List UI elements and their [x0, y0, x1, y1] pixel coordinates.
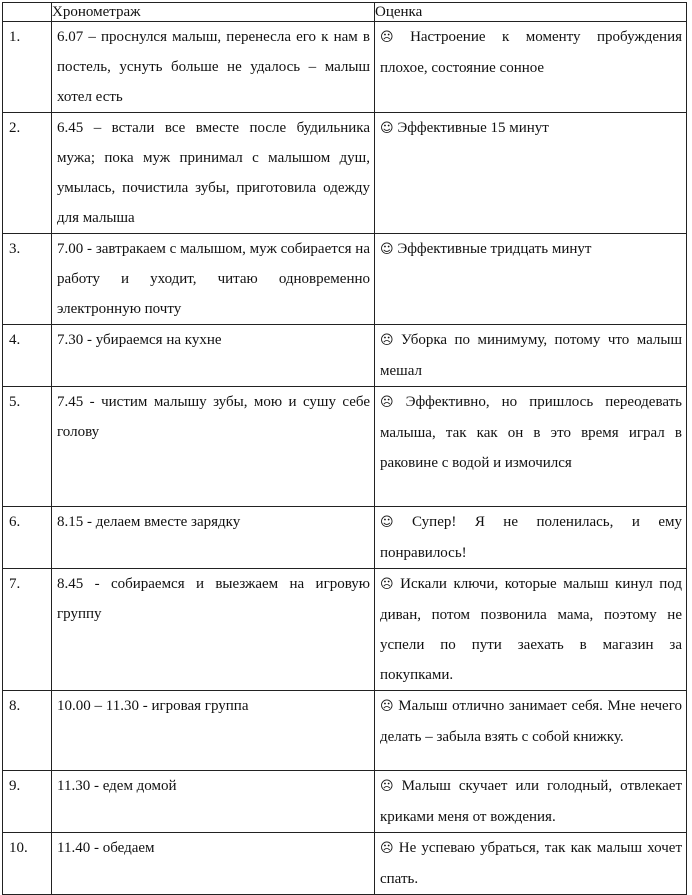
- row-number: 4.: [3, 325, 52, 387]
- row-timing: 7.45 - чистим малышу зубы, мою и сушу себе голову: [52, 387, 375, 507]
- row-rating-text: Малыш скучает или голодный, отвлекает криками меня от вождения.: [380, 778, 682, 825]
- row-timing: 11.40 - обедаем: [52, 833, 375, 895]
- row-timing: 6.45 – встали все вместе после будильника мужа; пока муж принимал с малышом душ, умылась, почистила зубы, приготовила одежду для малыша: [52, 113, 375, 234]
- frown-icon: ☹: [380, 30, 394, 45]
- header-number: [3, 3, 52, 22]
- row-rating-text: Настроение к моменту пробуждения плохое, состояние сонное: [380, 29, 683, 76]
- row-rating-text: Эффективно, но пришлось переодевать малыша, так как он в это время играл в раковине с водой и измочился: [380, 394, 682, 471]
- row-rating-text: Искали ключи, которые малыш кинул под диван, потом позвонила мама, поэтому не успели по пути заехать в магазин за покупками.: [380, 576, 682, 683]
- table-row: [3, 569, 687, 691]
- row-rating-text: Уборка по минимуму, потому что малыш мешал: [380, 332, 683, 379]
- row-number: 8.: [3, 691, 52, 771]
- row-rating-cell: [375, 387, 687, 507]
- row-number: 10.: [3, 833, 52, 895]
- row-rating-cell: [375, 234, 687, 325]
- smile-icon: ☺: [380, 121, 394, 136]
- row-number: 7.: [3, 569, 52, 691]
- frown-icon: ☹: [380, 333, 394, 348]
- row-timing: 6.07 – проснулся малыш, перенесла его к нам в постель, уснуть больше не удалось – малыш хотел есть: [52, 22, 375, 113]
- row-rating-cell: [375, 507, 687, 569]
- table-row: [3, 507, 687, 569]
- row-number: 3.: [3, 234, 52, 325]
- frown-icon: ☹: [380, 395, 394, 410]
- table-row: [3, 113, 687, 234]
- header-rating: Оценка: [375, 3, 687, 22]
- table-row: [3, 771, 687, 833]
- table-row: [3, 234, 687, 325]
- table-row: [3, 325, 687, 387]
- row-timing: 8.45 - собираемся и выезжаем на игровую группу: [52, 569, 375, 691]
- table-row: [3, 22, 687, 113]
- frown-icon: ☹: [380, 779, 394, 794]
- row-timing: 7.30 - убираемся на кухне: [52, 325, 375, 387]
- row-timing: 11.30 - едем домой: [52, 771, 375, 833]
- table-header-row: [3, 3, 687, 22]
- row-rating-text: Эффективные 15 минут: [397, 120, 549, 136]
- table-row: [3, 833, 687, 895]
- smile-icon: ☺: [380, 242, 394, 257]
- row-rating-cell: [375, 833, 687, 895]
- row-timing: 8.15 - делаем вместе зарядку: [52, 507, 375, 569]
- row-rating-text: Не успеваю убраться, так как малыш хочет спать.: [380, 840, 682, 887]
- row-number: 9.: [3, 771, 52, 833]
- table-row: [3, 387, 687, 507]
- header-timing: Хронометраж: [52, 3, 375, 22]
- row-rating-cell: [375, 113, 687, 234]
- row-timing: 7.00 - завтракаем с малышом, муж собирается на работу и уходит, читаю одновременно электронную почту: [52, 234, 375, 325]
- row-rating-cell: [375, 771, 687, 833]
- row-rating-text: Супер! Я не поленилась, и ему понравилось!: [380, 514, 683, 561]
- frown-icon: ☹: [380, 699, 394, 714]
- row-rating-cell: [375, 22, 687, 113]
- row-number: 6.: [3, 507, 52, 569]
- frown-icon: ☹: [380, 841, 394, 856]
- row-rating-text: Эффективные тридцать минут: [397, 241, 592, 257]
- row-number: 5.: [3, 387, 52, 507]
- row-rating-cell: [375, 691, 687, 771]
- row-rating-cell: [375, 325, 687, 387]
- row-rating-text: Малыш отлично занимает себя. Мне нечего делать – забыла взять с собой книжку.: [380, 698, 682, 745]
- row-number: 1.: [3, 22, 52, 113]
- row-number: 2.: [3, 113, 52, 234]
- frown-icon: ☹: [380, 577, 394, 592]
- row-timing: 10.00 – 11.30 - игровая группа: [52, 691, 375, 771]
- table-row: [3, 691, 687, 771]
- schedule-table: [2, 2, 687, 895]
- smile-icon: ☺: [380, 515, 394, 530]
- row-rating-cell: [375, 569, 687, 691]
